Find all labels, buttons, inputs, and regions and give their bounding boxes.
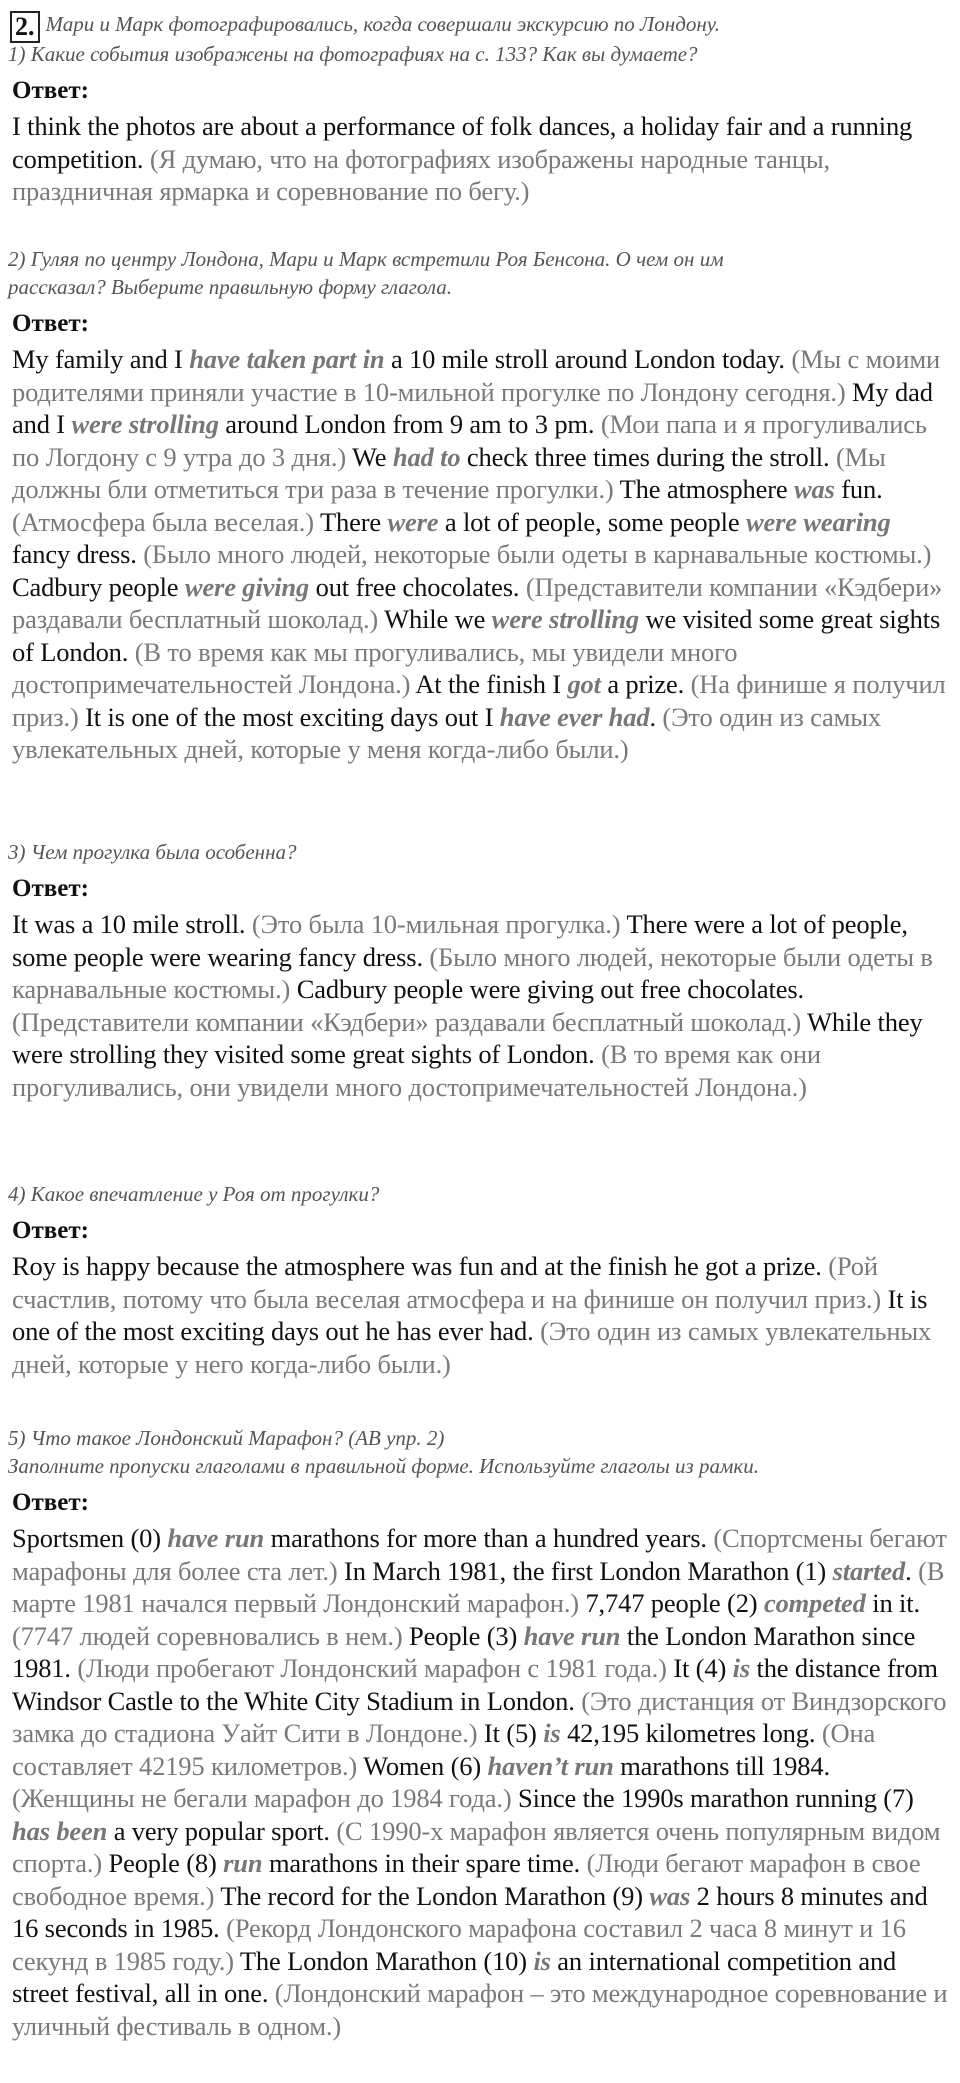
answer-label: Ответ:	[12, 875, 89, 902]
task-intro: Мари и Марк фотографировались, когда совершали экскурсию по Лондону.	[45, 12, 720, 36]
translation-text: (Люди пробегают Лондонский марафон с 1981 года.)	[77, 1653, 674, 1683]
verb-answer: started	[832, 1555, 906, 1586]
english-text: around London from 9 am to 3 pm.	[218, 409, 601, 439]
translation-text: (Она составляет 42195 километров.)	[12, 1718, 876, 1781]
english-text: check three times during the stroll.	[460, 441, 836, 472]
english-text: 2 hours 8 minutes and 16 seconds in 1985.	[12, 1880, 928, 1943]
verb-answer: was	[793, 474, 835, 504]
english-text: marathons till 1984.	[613, 1750, 830, 1781]
answer-label: Ответ:	[12, 77, 89, 104]
verb-answer: has been	[12, 1815, 108, 1846]
verb-answer: have ever had	[499, 701, 650, 732]
answer-text	[12, 908, 952, 1103]
english-text: It is one of the most exciting days out I	[85, 701, 500, 732]
section-1	[8, 40, 952, 208]
translation-text: (Мы должны бли отметиться три раза в течение прогулки.)	[12, 441, 886, 504]
answer-label: Ответ:	[12, 1489, 89, 1516]
english-text: My dad and I	[12, 376, 933, 439]
verb-answer: is	[543, 1718, 561, 1748]
translation-text: (Мои папа и я прогуливались по Логдону с 9 утра до 3 дня.)	[12, 409, 927, 472]
verb-answer: was	[649, 1880, 691, 1911]
translation-text: (Люди бегают марафон в свое свободное время.)	[12, 1848, 921, 1911]
answer-text	[12, 1522, 952, 2042]
translation-text: (Атмосфера была веселая.)	[12, 506, 320, 537]
english-text: Cadbury people were giving out free chocolates.	[296, 974, 805, 1004]
english-text: People (3)	[409, 1620, 524, 1651]
verb-answer: is	[533, 1945, 551, 1976]
english-text: While we	[384, 604, 492, 634]
english-text: 7,747 people (2)	[585, 1588, 764, 1618]
translation-text: (В то время как мы прогуливались, мы увидели много достопримечательностей Лондона.)	[12, 636, 738, 699]
english-text: There were a lot of people, some people were wearing fancy dress.	[12, 909, 908, 972]
english-text: The record for the London Marathon (9)	[220, 1880, 650, 1911]
answer-label: Ответ:	[12, 310, 89, 337]
translation-text: (Это один из самых увлекательных дней, которые у него когда-либо были.)	[12, 1316, 932, 1379]
english-text: The London Marathon (10)	[239, 1945, 534, 1976]
question-line: 1) Какие события изображены на фотографиях на с. 133? Как вы думаете?	[8, 42, 698, 66]
question-line: рассказал? Выберите правильную форму глагола.	[8, 275, 453, 299]
verb-answer: have taken part in	[189, 344, 385, 374]
english-text: At the finish I	[415, 669, 568, 699]
verb-answer: haven’t run	[487, 1750, 614, 1781]
question-text	[8, 1424, 952, 1480]
english-text: It (5)	[483, 1718, 544, 1748]
english-text: a lot of people, some people	[438, 506, 746, 537]
english-text: 42,195 kilometres long.	[560, 1718, 822, 1748]
translation-text: (Было много людей, некоторые были одеты в карнавальные костюмы.)	[143, 539, 932, 569]
verb-answer: were	[387, 506, 439, 537]
answer-text	[12, 1250, 952, 1380]
verb-answer: run	[223, 1848, 263, 1878]
question-text	[8, 245, 952, 301]
translation-text: (В марте 1981 начался первый Лондонский марафон.)	[12, 1555, 945, 1618]
translation-text: (С 1990-х марафон является очень популярным видом спорта.)	[12, 1815, 941, 1878]
english-text: While they were strolling they visited some great sights of London.	[12, 1006, 923, 1069]
translation-text: (Я думаю, что на фотографиях изображены народные танцы, праздничная ярмарка и соревнование по бегу.)	[12, 143, 830, 206]
translation-text: (Спортсмены бегают марафоны для более ста лет.)	[12, 1523, 947, 1586]
english-text: marathons for more than a hundred years.	[264, 1523, 714, 1553]
translation-text: (Рой счастлив, потому что была веселая атмосфера и на финише он получил приз.)	[12, 1251, 888, 1314]
english-text: Roy is happy because the atmosphere was fun and at the finish he got a prize.	[12, 1251, 829, 1281]
translation-text: (Мы с моими родителями приняли участие в 10-мильной прогулке по Лондону сегодня.)	[12, 344, 941, 407]
question-text	[8, 838, 952, 866]
answer-text	[12, 110, 952, 208]
verb-answer: have run	[167, 1523, 265, 1553]
translation-text: (Было много людей, некоторые были одеты в карнавальные костюмы.)	[12, 941, 933, 1004]
question-line: 5) Что такое Лондонский Марафон? (АВ упр. 2)	[8, 1426, 445, 1450]
english-text: we visited some great sights of London.	[12, 604, 941, 667]
english-text: .	[649, 701, 663, 732]
english-text: There	[319, 506, 388, 537]
question-text	[8, 1180, 952, 1208]
translation-text: (7747 людей соревновались в нем.)	[12, 1620, 410, 1651]
verb-answer: were giving	[184, 571, 310, 602]
english-text: out free chocolates.	[309, 571, 526, 602]
verb-answer: were wearing	[745, 506, 891, 537]
translation-text: (Представители компании «Кэдбери» раздавали бесплатный шоколад.)	[12, 1006, 808, 1037]
translation-text: (Лондонский марафон – это международное соревнование и уличный фестиваль в одном.)	[12, 1978, 948, 2041]
question-line: 3) Чем прогулка была особенна?	[8, 840, 297, 864]
question-line: 4) Какое впечатление у Роя от прогулки?	[8, 1182, 380, 1206]
answer-label: Ответ:	[12, 1217, 89, 1244]
english-text: The atmosphere	[619, 474, 794, 504]
english-text: Cadbury people	[12, 571, 185, 602]
english-text: a prize.	[600, 669, 691, 699]
english-text: We	[352, 441, 393, 472]
verb-answer: competed	[763, 1588, 866, 1618]
english-text: It is one of the most exciting days out he has ever had.	[12, 1283, 928, 1346]
translation-text: (В то время как они прогуливались, они увидели много достопримечательностей Лондона.)	[12, 1039, 821, 1102]
translation-text: (Это была 10-мильная прогулка.)	[251, 909, 627, 939]
english-text: fancy dress.	[12, 539, 144, 569]
english-text: a 10 mile stroll around London today.	[384, 344, 792, 374]
verb-answer: had to	[392, 441, 461, 472]
section-4	[8, 1180, 952, 1380]
translation-text: (Женщины не бегали марафон до 1984 года.)	[12, 1783, 519, 1813]
question-line: 2) Гуляя по центру Лондона, Мари и Марк встретили Роя Бенсона. О чем он им	[8, 247, 724, 271]
english-text: the distance from Windsor Castle to the White City Stadium in London.	[12, 1653, 938, 1716]
english-text: In March 1981, the first London Marathon (1)	[344, 1555, 833, 1586]
answer-text	[12, 343, 952, 766]
translation-text: (На финише я получил приз.)	[12, 669, 946, 732]
english-text: the London Marathon since 1981.	[12, 1620, 916, 1683]
english-text: fun.	[834, 474, 883, 504]
english-text: in it.	[865, 1588, 920, 1618]
task-number: 2.	[10, 11, 40, 43]
english-text: It was a 10 mile stroll.	[12, 909, 252, 939]
english-text: .	[905, 1555, 919, 1586]
verb-answer: were strolling	[71, 409, 219, 439]
english-text: Sportsmen (0)	[12, 1523, 168, 1553]
question-line: Заполните пропуски глаголами в правильной форме. Используйте глаголы из рамки.	[8, 1454, 759, 1478]
verb-answer: have run	[523, 1620, 621, 1651]
translation-text: (Рекорд Лондонского марафона составил 2 часа 8 минут и 16 секунд в 1985 году.)	[12, 1913, 906, 1976]
english-text: a very popular sport.	[107, 1815, 337, 1846]
english-text: an international competition and street festival, all in one.	[12, 1945, 897, 2008]
section-5	[8, 1424, 952, 2042]
english-text: Since the 1990s marathon running (7)	[518, 1783, 914, 1813]
verb-answer: got	[567, 669, 601, 699]
verb-answer: were strolling	[491, 604, 640, 634]
english-text: It (4)	[673, 1653, 733, 1683]
question-text	[8, 40, 952, 68]
english-text: Women (6)	[363, 1750, 488, 1781]
section-2	[8, 245, 952, 766]
english-text: My family and I	[12, 344, 190, 374]
section-3	[8, 838, 952, 1103]
translation-text: (Это дистанция от Виндзорского замка до стадиона Уайт Сити в Лондоне.)	[12, 1685, 947, 1748]
translation-text: (Это один из самых увлекательных дней, которые у меня когда-либо были.)	[12, 701, 882, 764]
translation-text: (Представители компании «Кэдбери» раздавали бесплатный шоколад.)	[12, 571, 943, 634]
verb-answer: is	[732, 1653, 750, 1683]
english-text: I think the photos are about a performance of folk dances, a holiday fair and a running competition.	[12, 111, 913, 174]
english-text: People (8)	[108, 1848, 224, 1878]
task-header	[10, 10, 950, 43]
english-text: marathons in their spare time.	[262, 1848, 587, 1878]
